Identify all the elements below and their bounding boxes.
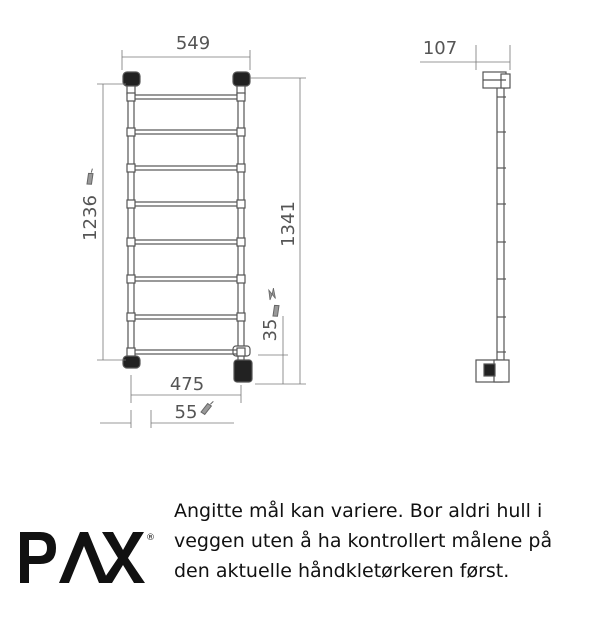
crossbar-joint: [127, 93, 135, 101]
dim-depth-label: 107: [422, 38, 458, 59]
note-line-3: den aktuelle håndkletørkeren først.: [174, 560, 510, 582]
dim-outlet-height-label: 35: [260, 318, 281, 342]
crossbar: [134, 166, 238, 170]
dim-pipe-spacing-label: 475: [169, 374, 205, 395]
dim-bar-height-label: 1236: [80, 195, 101, 241]
electric-symbol-icon: [265, 287, 280, 302]
dim-width-label: 549: [175, 33, 211, 54]
left-rail: [128, 84, 134, 364]
crossbar-joint: [127, 164, 135, 172]
crossbar: [134, 350, 238, 354]
registered-mark: ®: [146, 533, 155, 543]
disclaimer-note: [174, 496, 584, 586]
side-view: [476, 72, 510, 382]
front-view: [123, 72, 252, 382]
pipe-symbol-icon-3: [199, 401, 217, 416]
note-line-1: Angitte mål kan variere. Bor aldri hull i: [174, 500, 543, 522]
side-rail: [497, 84, 504, 366]
crossbar: [134, 202, 238, 206]
crossbars: [127, 93, 245, 356]
crossbar-joint: [127, 238, 135, 246]
crossbar: [134, 240, 238, 244]
crossbar-joint: [237, 313, 245, 321]
crossbar-joint: [237, 275, 245, 283]
crossbar: [134, 277, 238, 281]
pax-logo-mark: [18, 528, 153, 586]
dim-outlet-offset-label: 55: [174, 402, 198, 423]
pax-logo: [18, 528, 153, 586]
crossbar: [134, 95, 238, 99]
crossbar-joint: [237, 348, 245, 356]
crossbar-joint: [237, 238, 245, 246]
valve: [234, 360, 252, 382]
crossbar-joint: [237, 164, 245, 172]
right-rail: [238, 84, 244, 364]
crossbar-joint: [237, 93, 245, 101]
top-right-bracket: [233, 72, 250, 86]
crossbar: [134, 315, 238, 319]
crossbar-joint: [237, 128, 245, 136]
crossbar-joint: [237, 200, 245, 208]
crossbar-joint: [127, 200, 135, 208]
crossbar-joint: [127, 313, 135, 321]
note-line-2: veggen uten å ha kontrollert målene på: [174, 530, 553, 552]
bottom-left-bracket: [123, 356, 140, 368]
pipe-symbol-icon-2: [270, 304, 283, 318]
crossbar-joint: [127, 348, 135, 356]
crossbar-joint: [127, 128, 135, 136]
dim-total-height-label: 1341: [278, 201, 299, 247]
pipe-symbol-icon: [84, 168, 99, 186]
crossbar: [134, 130, 238, 134]
crossbar-joint: [127, 275, 135, 283]
